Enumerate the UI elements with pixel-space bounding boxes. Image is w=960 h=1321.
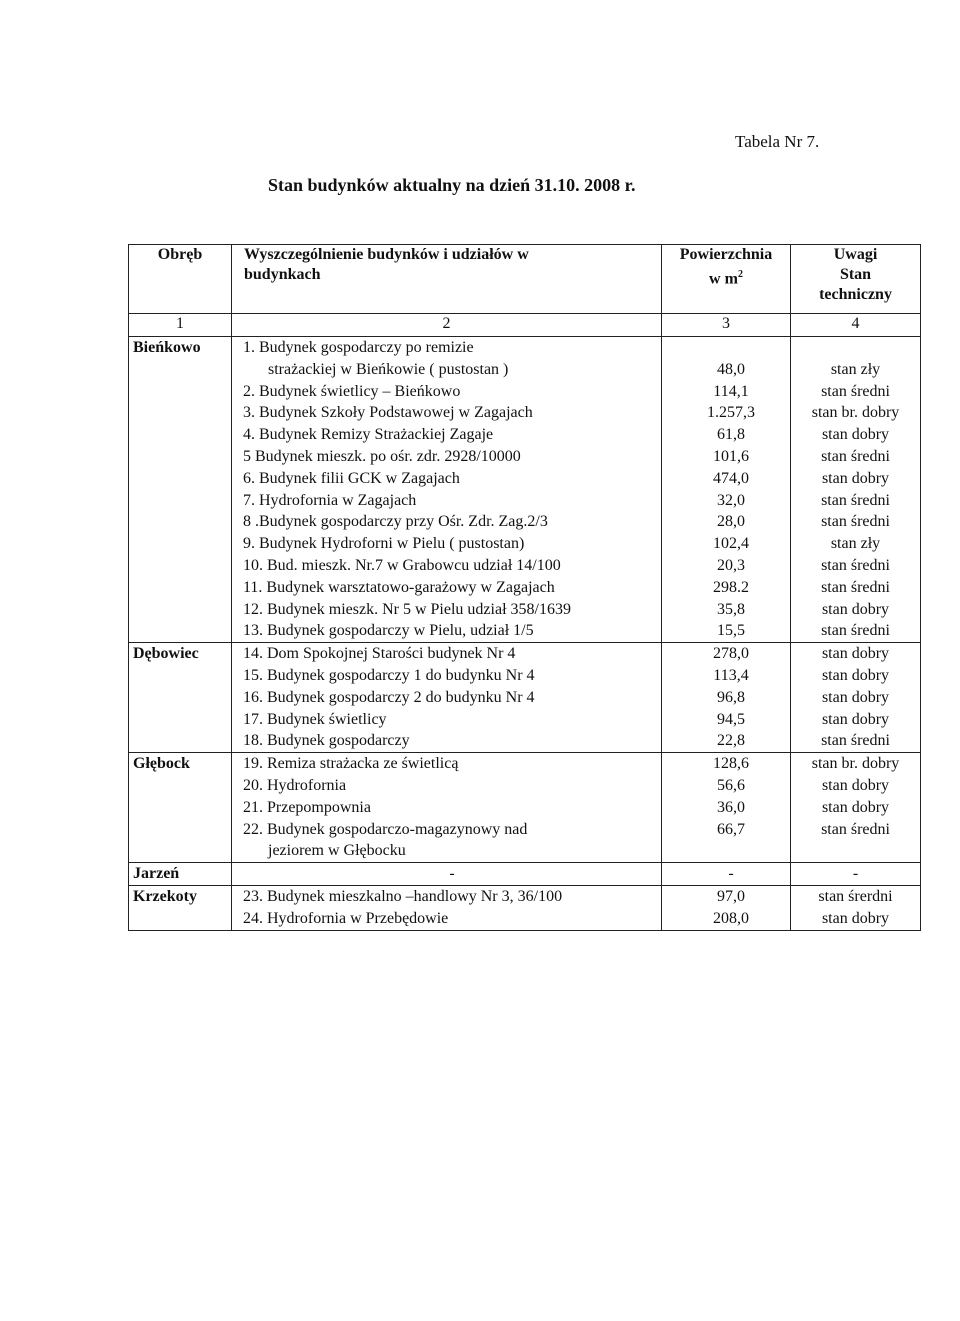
header-notes bbox=[791, 245, 921, 314]
technical-state: stan br. dobry bbox=[811, 755, 900, 773]
technical-state-cell bbox=[791, 337, 921, 643]
building-description: 19. Remiza strażacka ze świetlicą bbox=[243, 755, 459, 773]
obreb-name: Bieńkowo bbox=[129, 337, 232, 643]
building-description: 4. Budynek Remizy Strażackiej Zagaje bbox=[243, 426, 494, 444]
building-description: 14. Dom Spokojnej Starości budynek Nr 4 bbox=[243, 645, 516, 663]
building-description: 18. Budynek gospodarczy bbox=[243, 732, 410, 750]
technical-state: stan br. dobry bbox=[811, 404, 900, 422]
building-description: 21. Przepompownia bbox=[243, 798, 371, 816]
header-row bbox=[129, 245, 921, 314]
technical-state: stan dobry bbox=[821, 688, 890, 706]
header-description bbox=[232, 245, 662, 314]
obreb-name: Krzekoty bbox=[129, 885, 232, 930]
building-area: 56,6 bbox=[717, 776, 745, 794]
building-area-cell bbox=[662, 337, 791, 643]
obreb-name: Głębock bbox=[129, 753, 232, 863]
building-description: 15. Budynek gospodarczy 1 do budynku Nr 4 bbox=[243, 666, 535, 684]
column-number-3: 3 bbox=[662, 314, 791, 337]
group-row bbox=[129, 863, 921, 886]
building-area: 102,4 bbox=[713, 535, 749, 553]
table-number: Tabela Nr 7. bbox=[735, 132, 820, 151]
header-area-line1: Powierzchnia bbox=[679, 246, 773, 263]
building-description-cell bbox=[232, 863, 662, 886]
technical-state: stan średni bbox=[821, 578, 890, 596]
building-description: 12. Budynek mieszk. Nr 5 w Pielu udział 358/1639 bbox=[243, 600, 571, 618]
group-row bbox=[129, 885, 921, 930]
header-notes-line3: techniczny bbox=[819, 286, 892, 303]
building-area: 208,0 bbox=[713, 909, 749, 927]
building-description: 16. Budynek gospodarczy 2 do budynku Nr 4 bbox=[243, 688, 535, 706]
header-notes-line1: Uwagi bbox=[833, 246, 878, 263]
building-area: 20,3 bbox=[717, 556, 745, 574]
technical-state-cell bbox=[791, 885, 921, 930]
building-description: 3. Budynek Szkoły Podstawowej w Zagajach bbox=[243, 404, 533, 422]
building-description-cell bbox=[232, 337, 662, 643]
technical-state: stan dobry bbox=[821, 600, 890, 618]
building-area: 28,0 bbox=[717, 513, 745, 531]
technical-state: stan średni bbox=[821, 622, 890, 640]
building-area: 114,1 bbox=[713, 382, 749, 400]
header-area-line2 bbox=[662, 265, 790, 289]
building-description: 17. Budynek świetlicy bbox=[243, 710, 387, 728]
technical-state: stan dobry bbox=[821, 798, 890, 816]
building-area-cell bbox=[662, 885, 791, 930]
page-title: Stan budynków aktualny na dzień 31.10. 2008 r. bbox=[268, 175, 636, 195]
building-area: 22,8 bbox=[717, 732, 745, 750]
technical-state: stan średni bbox=[821, 382, 890, 400]
technical-state: stan średni bbox=[821, 820, 890, 838]
building-area: 97,0 bbox=[717, 887, 745, 905]
technical-state: stan dobry bbox=[821, 909, 890, 927]
building-description: 5 Budynek mieszk. po ośr. zdr. 2928/10000 bbox=[243, 447, 521, 465]
building-description: 11. Budynek warsztatowo-garażowy w Zagajach bbox=[243, 578, 555, 596]
technical-state: stan dobry bbox=[821, 710, 890, 728]
technical-state: - bbox=[852, 865, 859, 883]
building-area: 15,5 bbox=[717, 622, 745, 640]
obreb-name: Jarzeń bbox=[129, 863, 232, 886]
header-obreb: Obręb bbox=[129, 245, 232, 314]
building-area: 1.257,3 bbox=[707, 404, 755, 422]
building-description: 7. Hydrofornia w Zagajach bbox=[243, 491, 417, 509]
technical-state: stan śrerdni bbox=[818, 887, 893, 905]
building-area: 128,6 bbox=[713, 755, 749, 773]
group-row bbox=[129, 337, 921, 643]
building-area: 474,0 bbox=[713, 469, 749, 487]
column-number-2: 2 bbox=[232, 314, 662, 337]
building-description: 9. Budynek Hydroforni w Pielu ( pustostan) bbox=[243, 535, 525, 553]
building-description: 2. Budynek świetlicy – Bieńkowo bbox=[243, 382, 461, 400]
header-area-superscript: 2 bbox=[737, 269, 743, 280]
technical-state: stan średni bbox=[821, 491, 890, 509]
building-description: 8 .Budynek gospodarczy przy Ośr. Zdr. Zag.2/3 bbox=[243, 513, 548, 531]
building-area: 48,0 bbox=[717, 360, 745, 378]
building-description-cell bbox=[232, 753, 662, 863]
building-area: 298.2 bbox=[713, 578, 749, 596]
building-description: strażackiej w Bieńkowie ( pustostan ) bbox=[268, 360, 509, 378]
building-area: 101,6 bbox=[713, 447, 749, 465]
building-description-cell bbox=[232, 643, 662, 753]
building-area: 61,8 bbox=[717, 426, 745, 444]
technical-state: stan średni bbox=[821, 556, 890, 574]
building-area: 66,7 bbox=[717, 820, 745, 838]
building-area: 36,0 bbox=[717, 798, 745, 816]
building-area bbox=[672, 337, 790, 359]
building-description: 22. Budynek gospodarczo-magazynowy nad bbox=[243, 820, 528, 838]
group-row bbox=[129, 643, 921, 753]
building-area: 32,0 bbox=[717, 491, 745, 509]
building-area: 96,8 bbox=[717, 688, 745, 706]
building-area: - bbox=[728, 865, 734, 883]
building-description: 1. Budynek gospodarczy po remizie bbox=[243, 339, 474, 356]
building-area-cell bbox=[662, 643, 791, 753]
building-description: 23. Budynek mieszkalno –handlowy Nr 3, 36/100 bbox=[243, 887, 563, 905]
header-area bbox=[662, 245, 791, 314]
obreb-name: Dębowiec bbox=[129, 643, 232, 753]
building-description-cell bbox=[232, 885, 662, 930]
technical-state bbox=[791, 337, 920, 359]
column-number-1: 1 bbox=[129, 314, 232, 337]
building-area: 94,5 bbox=[717, 710, 745, 728]
building-area: 113,4 bbox=[713, 666, 749, 684]
technical-state: stan zły bbox=[830, 360, 881, 378]
technical-state: stan dobry bbox=[821, 776, 890, 794]
header-description-line1: Wyszczególnienie budynków i udziałów w bbox=[244, 246, 529, 263]
building-area-cell bbox=[662, 753, 791, 863]
technical-state bbox=[791, 840, 920, 862]
header-notes-line2: Stan bbox=[839, 266, 872, 283]
header-description-line2: budynkach bbox=[244, 266, 321, 283]
technical-state: stan średni bbox=[821, 513, 890, 531]
building-description: - bbox=[449, 865, 455, 883]
building-description: 20. Hydrofornia bbox=[243, 776, 347, 794]
building-area-cell bbox=[662, 863, 791, 886]
group-row bbox=[129, 753, 921, 863]
building-description: jeziorem w Głębocku bbox=[268, 842, 406, 860]
technical-state: stan dobry bbox=[821, 469, 890, 487]
header-area-unit: w m bbox=[709, 270, 738, 288]
technical-state: stan zły bbox=[830, 535, 881, 553]
technical-state: stan dobry bbox=[821, 666, 890, 684]
column-number-4: 4 bbox=[791, 314, 921, 337]
technical-state-cell bbox=[791, 863, 921, 886]
column-number-row bbox=[129, 314, 921, 337]
technical-state: stan średni bbox=[821, 732, 890, 750]
technical-state: stan średni bbox=[821, 447, 890, 465]
buildings-table bbox=[128, 244, 921, 931]
building-description: 13. Budynek gospodarczy w Pielu, udział 1/5 bbox=[243, 622, 534, 640]
technical-state-cell bbox=[791, 643, 921, 753]
building-area: 278,0 bbox=[713, 645, 749, 663]
building-description: 24. Hydrofornia w Przebędowie bbox=[243, 909, 449, 927]
building-area bbox=[672, 840, 790, 862]
building-area: 35,8 bbox=[717, 600, 745, 618]
technical-state: stan dobry bbox=[821, 645, 890, 663]
building-description: 6. Budynek filii GCK w Zagajach bbox=[243, 469, 460, 487]
technical-state: stan dobry bbox=[821, 426, 890, 444]
building-description: 10. Bud. mieszk. Nr.7 w Grabowcu udział 14/100 bbox=[243, 556, 561, 574]
technical-state-cell bbox=[791, 753, 921, 863]
